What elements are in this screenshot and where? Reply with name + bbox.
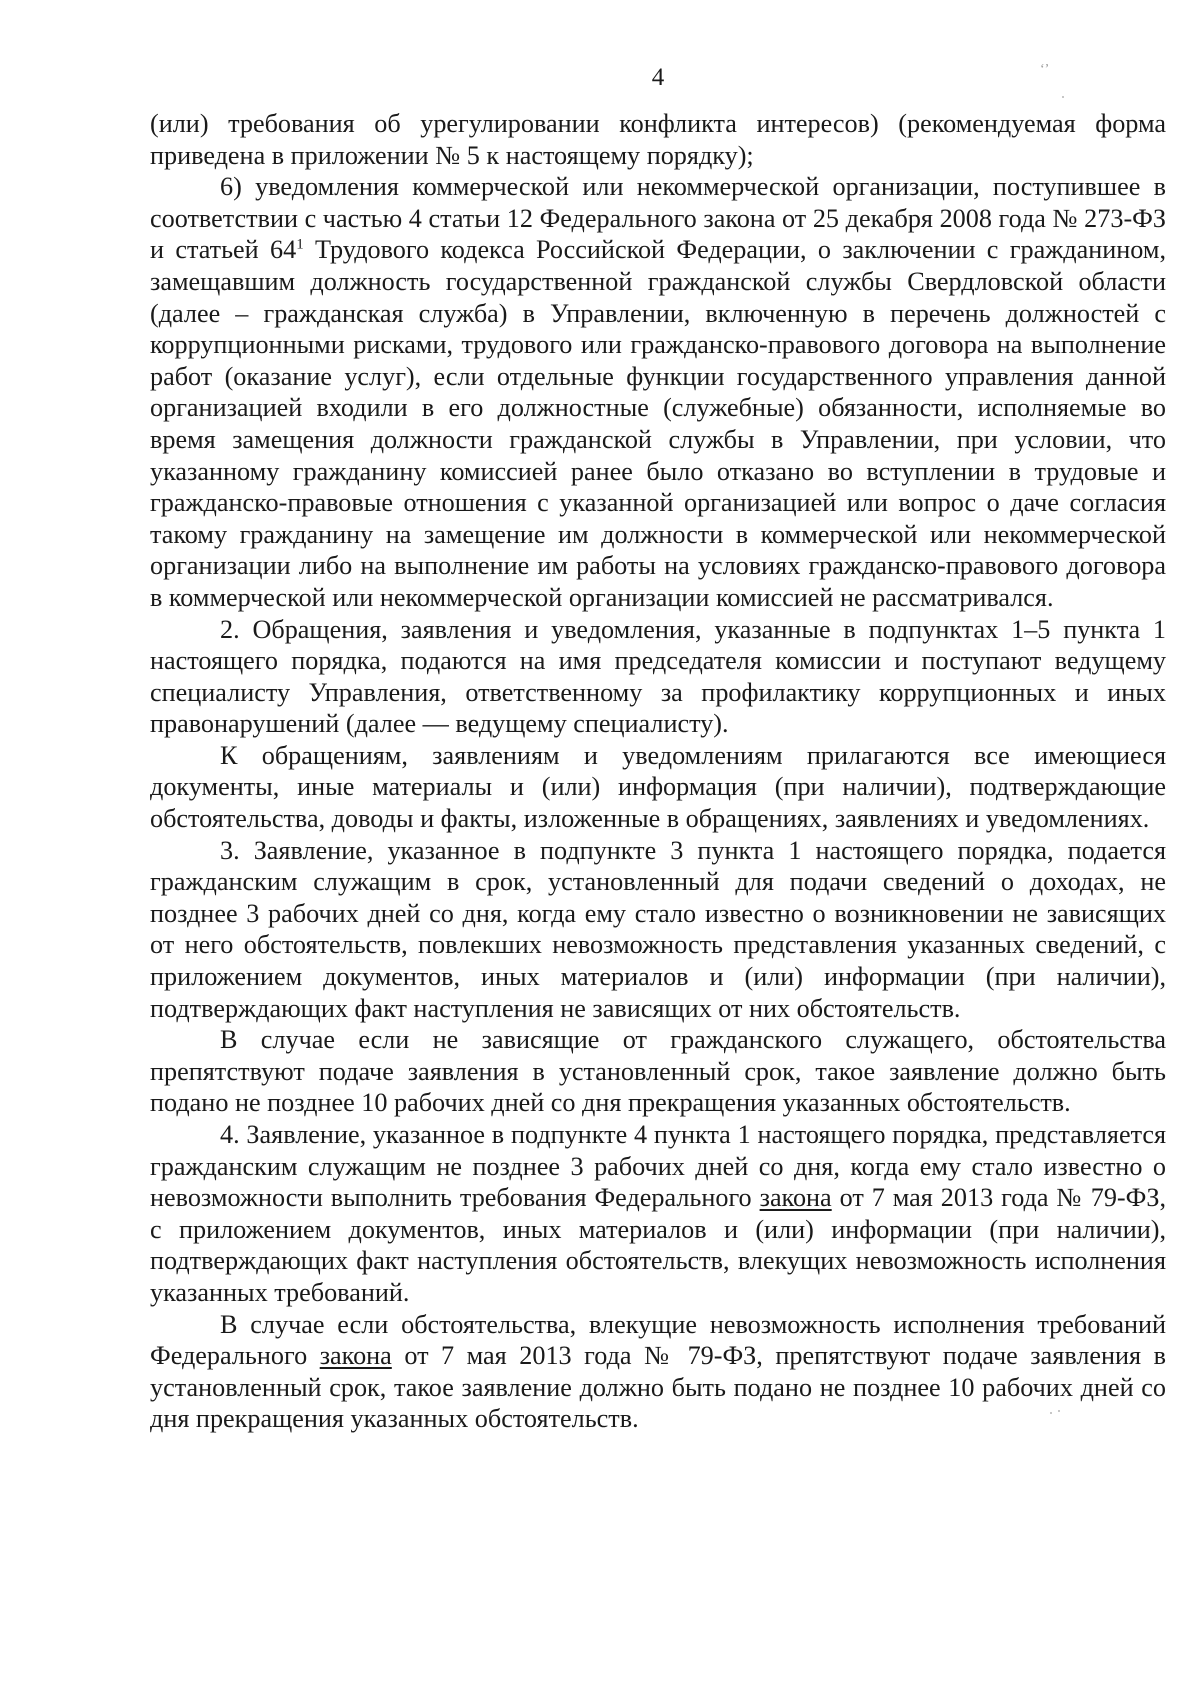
paragraph-continuation [150,108,1166,171]
law-link[interactable]: закона [319,1341,392,1371]
paragraph-clause-3-deadline [150,1024,1166,1119]
paragraph-text: Трудового кодекса Российской Федерации, о заключении с гражданином, замещавшим должность государственной гражданской службы Свердловской области (далее – гражданская служба) в Управлении, включенную в перечень должностей с коррупционными рисками, трудового или гражданско-правового договора на выполнение работ (оказание услуг), если отдельные функции государственного управления данной организацией входили в его должностные (служебные) обязанности, исполняемые во время замещения должности гражданской службы в Управлении, при условии, что указанному гражданину комиссией ранее было отказано во вступлении в трудовые и гражданско-правовые отношения с указанной организацией или вопрос о даче согласия такому гражданину на замещение им должности в коммерческой или некоммерческой организации либо на выполнение им работы на условиях гражданско-правового договора в коммерческой или некоммерческой организации комиссией не рассматривался. [150,235,1166,612]
superscript-article-index: 1 [296,236,304,253]
paragraph-text: К обращениям, заявлениям и уведомлениям прилагаются все имеющиеся документы, иные материалы и (или) информация (при наличии), подтверждающие обстоятельства, доводы и факты, изложенные в обращениях, заявлениях и уведомлениях. [150,740,1166,834]
paragraph-clause-4-deadline [150,1309,1166,1435]
paragraph-text: В случае если обстоятельства, влекущие невозможность исполнения требований Федерального [150,1309,1166,1371]
paragraph-clause-4 [150,1119,1166,1309]
paragraph-item-6 [150,171,1166,613]
scan-artifact-mark: ‘’ [1040,62,1050,77]
paragraph-clause-2 [150,614,1166,740]
paragraph-clause-2-attachments [150,740,1166,835]
paragraph-text: В случае если не зависящие от гражданского служащего, обстоятельства препятствуют подаче заявления в установленный срок, такое заявление должно быть подано не позднее 10 рабочих дней со дня прекращения указанных обстоятельств. [150,1025,1166,1118]
paragraph-text: 4. Заявление, указанное в подпункте 4 пункта 1 настоящего порядка, представляется гражданским служащим не позднее 3 рабочих дней со дня, когда ему стало известно о невозможности выполнить требования Федерального [150,1120,1166,1213]
page-number: 4 [651,64,665,91]
paragraph-text: от 7 мая 2013 года № 79-ФЗ, препятствуют подаче заявления в установленный срок, такое заявление должно быть подано не позднее 10 рабочих дней со дня прекращения указанных обстоятельств. [150,1341,1166,1434]
paragraph-text: (или) требования об урегулировании конфликта интересов) (рекомендуемая форма приведена в приложении № 5 к настоящему порядку); [150,109,1166,170]
law-link[interactable]: закона [759,1183,832,1213]
paragraph-text: 6) уведомления коммерческой или некоммерческой организации, поступившее в соответствии с частью 4 статьи 12 Федерального закона от 25 декабря 2008 года № 273-ФЗ и статьей 64 [150,172,1166,265]
paragraph-clause-3 [150,835,1166,1025]
paragraph-text: от 7 мая 2013 года № 79-ФЗ, с приложением документов, иных материалов и (или) информации (при наличии), подтверждающих факт наступления обстоятельств, влекущих невозможность исполнения указанных требований. [150,1183,1166,1307]
scan-artifact-dot [1062,96,1064,98]
document-body [150,108,1166,1435]
paragraph-text: 3. Заявление, указанное в подпункте 3 пункта 1 настоящего порядка, подается гражданским служащим в срок, установленный для подачи сведений о доходах, не позднее 3 рабочих дней со дня, когда ему стало известно о возникновении не зависящих от него обстоятельств, повлекших невозможность представления указанных сведений, с приложением документов, иных материалов и (или) информации (при наличии), подтверждающих факт наступления не зависящих от них обстоятельств. [150,835,1166,1023]
paragraph-text: 2. Обращения, заявления и уведомления, указанные в подпунктах 1–5 пункта 1 настоящего порядка, подаются на имя председателя комиссии и поступают ведущему специалисту Управления, ответственному за профилактику коррупционных и иных правонарушений (далее — ведущему специалисту). [150,614,1166,739]
